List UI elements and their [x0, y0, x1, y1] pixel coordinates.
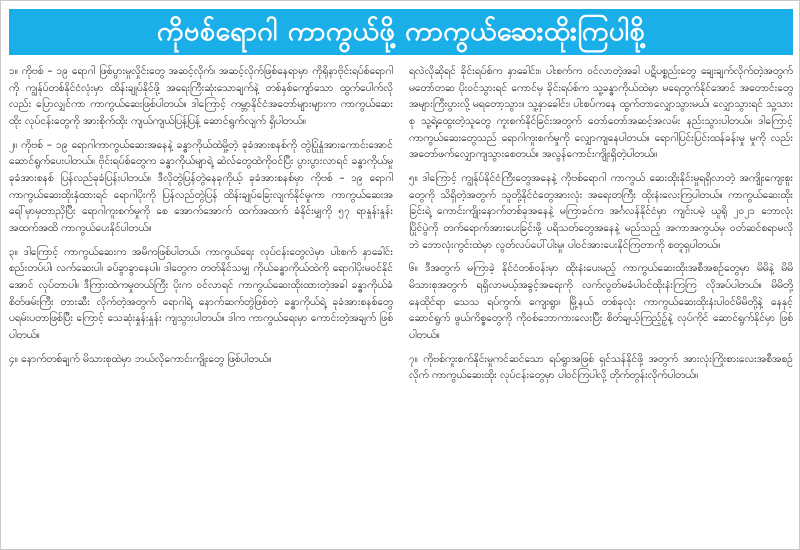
article-body: [9, 63, 793, 541]
left-column: [9, 63, 393, 541]
paragraph: ၄။ နောက်တစ်ချက် မိသားစုထဲမှာ ဘယ်လိုကောင်းကျိုးတွေ ဖြစ်ပါတယ်။: [9, 352, 272, 365]
paragraph: ၁။ ကိုဗစ် – ၁၉ ရောဂါ ဖြစ်ပွားမှုလှိုင်းတွေ အဆင့်လိုက်၊ အဆင့်လိုက်ဖြစ်နေရာမှာ ကိုရိုနာဗိုင်းရပ်စ်ရောဂါကို ကျွန်ုပ်တစ်နိုင်ငံလုံးမှာ ထိန်းချုပ်နိုင်ဖို့ အရေးကြီးဆုံးသောချက်နဲ့ တစ်နှစ်ကျော်သော ထွက်ပေါက်လိုလည်း ပြောလျှင်ကာ ကာကွယ်ဆေးဖြစ်ပါတယ်။ ဒါကြောင့် ကမ္ဘာနိုင်ငံအတော်များများက ကာကွယ်ဆေးထိုး လုပ်ငန်းတွေကို အားစိုက်ထိုး ကျယ်ကျယ်ပြန့်ပြန့် ဆောင်ရွက်လျက် ရှိပါတယ်။: [9, 65, 393, 128]
paragraph: ၇။ ကိုဗစ်ကူးစက်နိုင်းမှုကင်ဆင်သော ရပ်ရွာအဖြစ် ရှင်သန်နိုင်ဖို့ အတွက် အားလုံးကြိုးစားလေးအစီအစဉ်လိုက် ကာကွယ်ဆေးထိုး လုပ်ငန်းတွေမှာ ပါဝင်ကြပါလို့ တိုက်တွန်းလိုက်ပါတယ်။: [409, 352, 793, 382]
right-column: [409, 63, 793, 541]
paragraph: ရလဲလိုဆိုရင် ခိုင်းရပ်စ်က နှာခေါင်း။ ပါးစက်က ဝင်လာတဲ့အခါ ပဋိပစ္စည်းတွေ ချေးချက်လိုက်တဲ့အတွက် မတော်တဆ ပိုးဝင်သွားရင် ကောင်မှ ခိုင်းရပ်စ်က သူ့ခန္ဓာကိုယ်ထဲမှာ မရေတွက်နိုင်အောင် အတောင်းတွေ အများကြီးပွားလို့ မရတော့သွား။ သူ့နှာခေါင်း၊ ပါးစပ်ကနေ ထွက်တာလျှောသွားမယ်၊ လျှောသွားရင် သူ့သားစု သူ့ရဲ့ထွေးတဲ့သူတွေ ကူးစက်နိုင်ခြင်းအတွက် တော်တော်အဆင့်အလမ်း နည်းသွားပါတယ်။ ဒါကြောင့် ကာကွယ်ဆေးတွေသည် ရောဂါကူးစက်မှုကို လျှောကျနေပါတယ်။ ရောဂါပြင်းပြင်းထန်ခန်းမှု မှုကို လည်း အတော်ဖက်လျှောကျသွားစေတယ်။ အလွန်ကောင်းကျိုးရှိတဲ့ပါတယ်။: [409, 65, 793, 161]
headline-banner: [9, 9, 793, 55]
paragraph: ၃။ ဒါကြောင့် ကာကွယ်ဆေးက အမိကဖြစ်ပါတယ်၊ ကာကွယ်ရေး လုပ်ငန်းတွေလဲမှာ ပါးစက် နှာခေါင်းစည်းတပ်ပါ၊ လက်ဆေးပါ၊ ခပ်ခွာခွာနေပါ။ ဒါတွေက တတ်နိုင်သမျှ ကိုယ်ခန္ဓာကိုယ်ထဲကို ရောဂါပိုးမဝင်နိုင်အောင် လုပ်တာပါ။ ဒီကြားထဲကမှုတယ်ကြီး ပိုးက ဝင်လာရင် ကာကွယ်ဆေးထိုးထားတဲ့အခါ ခန္ဓာကိုယ်ခံစိတ်ဖမ်းကြီး တားဆီး လိုက်တဲ့အတွက် ရောဂါရဲ့ နောက်ဆက်တွဲဖြစ်တဲ့ ခန္ဓာကိုယ်ရဲ့ ခုခံအားစနစ်တွေ ပရမ်းပတာဖြစ်ပြီး ကြောင့် သေဆုံးနှုန်းနှုန်း ကျသွားပါတယ်။ ဒါက ကာကွယ်ရေးမှာ ကောင်းတဲ့အချက် ဖြစ်ပါတယ်။: [9, 245, 393, 342]
paragraph: ၂။ ကိုဗစ် – ၁၉ ရောဂါကာကွယ်ဆေးအနေနဲ့ ခန္ဓာကိုယ်ထဲမှို့တဲ့ ခုခံအားစနစ်ကို တွဲပြုံနှုံအားကောင်းအောင် ဆောင်ရွက်ပေးပါတယ်။ ဗိုင်းရပ်စ်တွေက ခန္ဓာကိုယ်မျာရဲ့ ဆဲလ်တွေထဲကိုဝင်ပြီး ပွားပွားလာရင် ခန္ဓာကိုယ်မှု ခုခံအားစနစ် ပြန်လည်ခုခံပြန်းပါတယ်။ ဒီလိုတွဲပြန်တွဲနေခုကိုယ့် ခုခံအားစနစ်မှာ ကိုဗစ် – ၁၉ ရောဂါ ကာကွယ်ဆေးထိုးနှံထားရင် ရောဂါပိုးကို ပြန်လည်တွဲပြန် ထိန်းချုပ်ခြေးလျက်နိုင်မှုကာ ကာကွယ်ဆေးအရေါ်မှာမှတာညှိပြီး ရောဂါကူးစက်မှုကို စေ အောက်အောက် ထက်အထက် ခံနိုင်းမျှကို ၅၇ ရာနှုန်းနှုန်းအထက်အထိ ကာကွယ်ပေးနိုင်ပါတယ်။: [9, 138, 393, 235]
page-title: ကိုဗစ်ရောဂါ ကာကွယ်ဖို့ ကာကွယ်ဆေးထိုးကြပါစို့: [156, 16, 646, 48]
paragraph: ၆။ ဒီအတွက် မကြာခဲ့ နိုင်ငံတစ်ဝန်းမှာ ထိုးနံးပေးမည့် ကာကွယ်ဆေးထိုးအစီအစဉ်တွေမှာ မိမိနဲ့ မိမိ မိသားစုအတွက် ရရှိလာမယ့်အခွင့်အရေးကို လက်လွတ်မခံပါဝင်ထိုးနံးကြကြ လိုအပ်ပါတယ်။ မိမိတို့ နေထိုင်ရာ သေသ ရပ်ကွက်၊ ကျေးရွာ၊ မြို့နယ် တစ်ခုလုံး ကာကွယ်ဆေးထိုးနံးပါဝင်မိမိတို့နဲ့ နေနှင့်ဆောင်ရွက် ဖွယ်ကိစ္စတွေကို ကိုဝစ်ဘောကားလေးပြီး စိတ်ချယ့်ကြည့်ဉ့်နဲ့ လုပ်ကိုင် ဆောင်ရွက်နိုင်မှာ ဖြစ်ပါတယ်။: [409, 262, 793, 342]
paragraph: ၅။ ဒါကြောင့် ကျွန်ုပ်နိုင်ငံကြီးတွေအနေနဲ့ ကိုဗစ်ရောဂါ ကာကွယ် ဆေးထိုးနိုင်းမှုရရှိလာတဲ့ အကျိုးကျေးစူးတွေကို သိရှိတဲ့အတွက် သူတို့နိုင်ငံတွေအားလုံး အရေးတကြီး ထိုးနံးလေးကြပါတယ်။ ကာကွယ်ဆေးထိုးခြင်းရဲ့ ကောင်းကျိုးနောက်တစ်ခုအနေနဲ့ မကြာခင်က အင်္ဂလန်နိုင်ငံမှာ ကျင်းပမဲ့ ယူရို ၂၀၂၁ ဘောလုံး ပြိုင်ပွဲကို တက်ရောက်အားပေးခြင်းဖို့ ပရိသတ်တွေအနေနဲ့ မည်သည့် အကာအကွယ်မှ ဝတ်ဆင်စရာမလိုဘဲ ဘောလုံးကွင်းထဲမှာ လွတ်လပ်ပေါ်ပါးမှု၊ ပါဝင်အားပေးနိုင်ကြတာကို စတူရှပါတယ်။: [409, 172, 793, 251]
